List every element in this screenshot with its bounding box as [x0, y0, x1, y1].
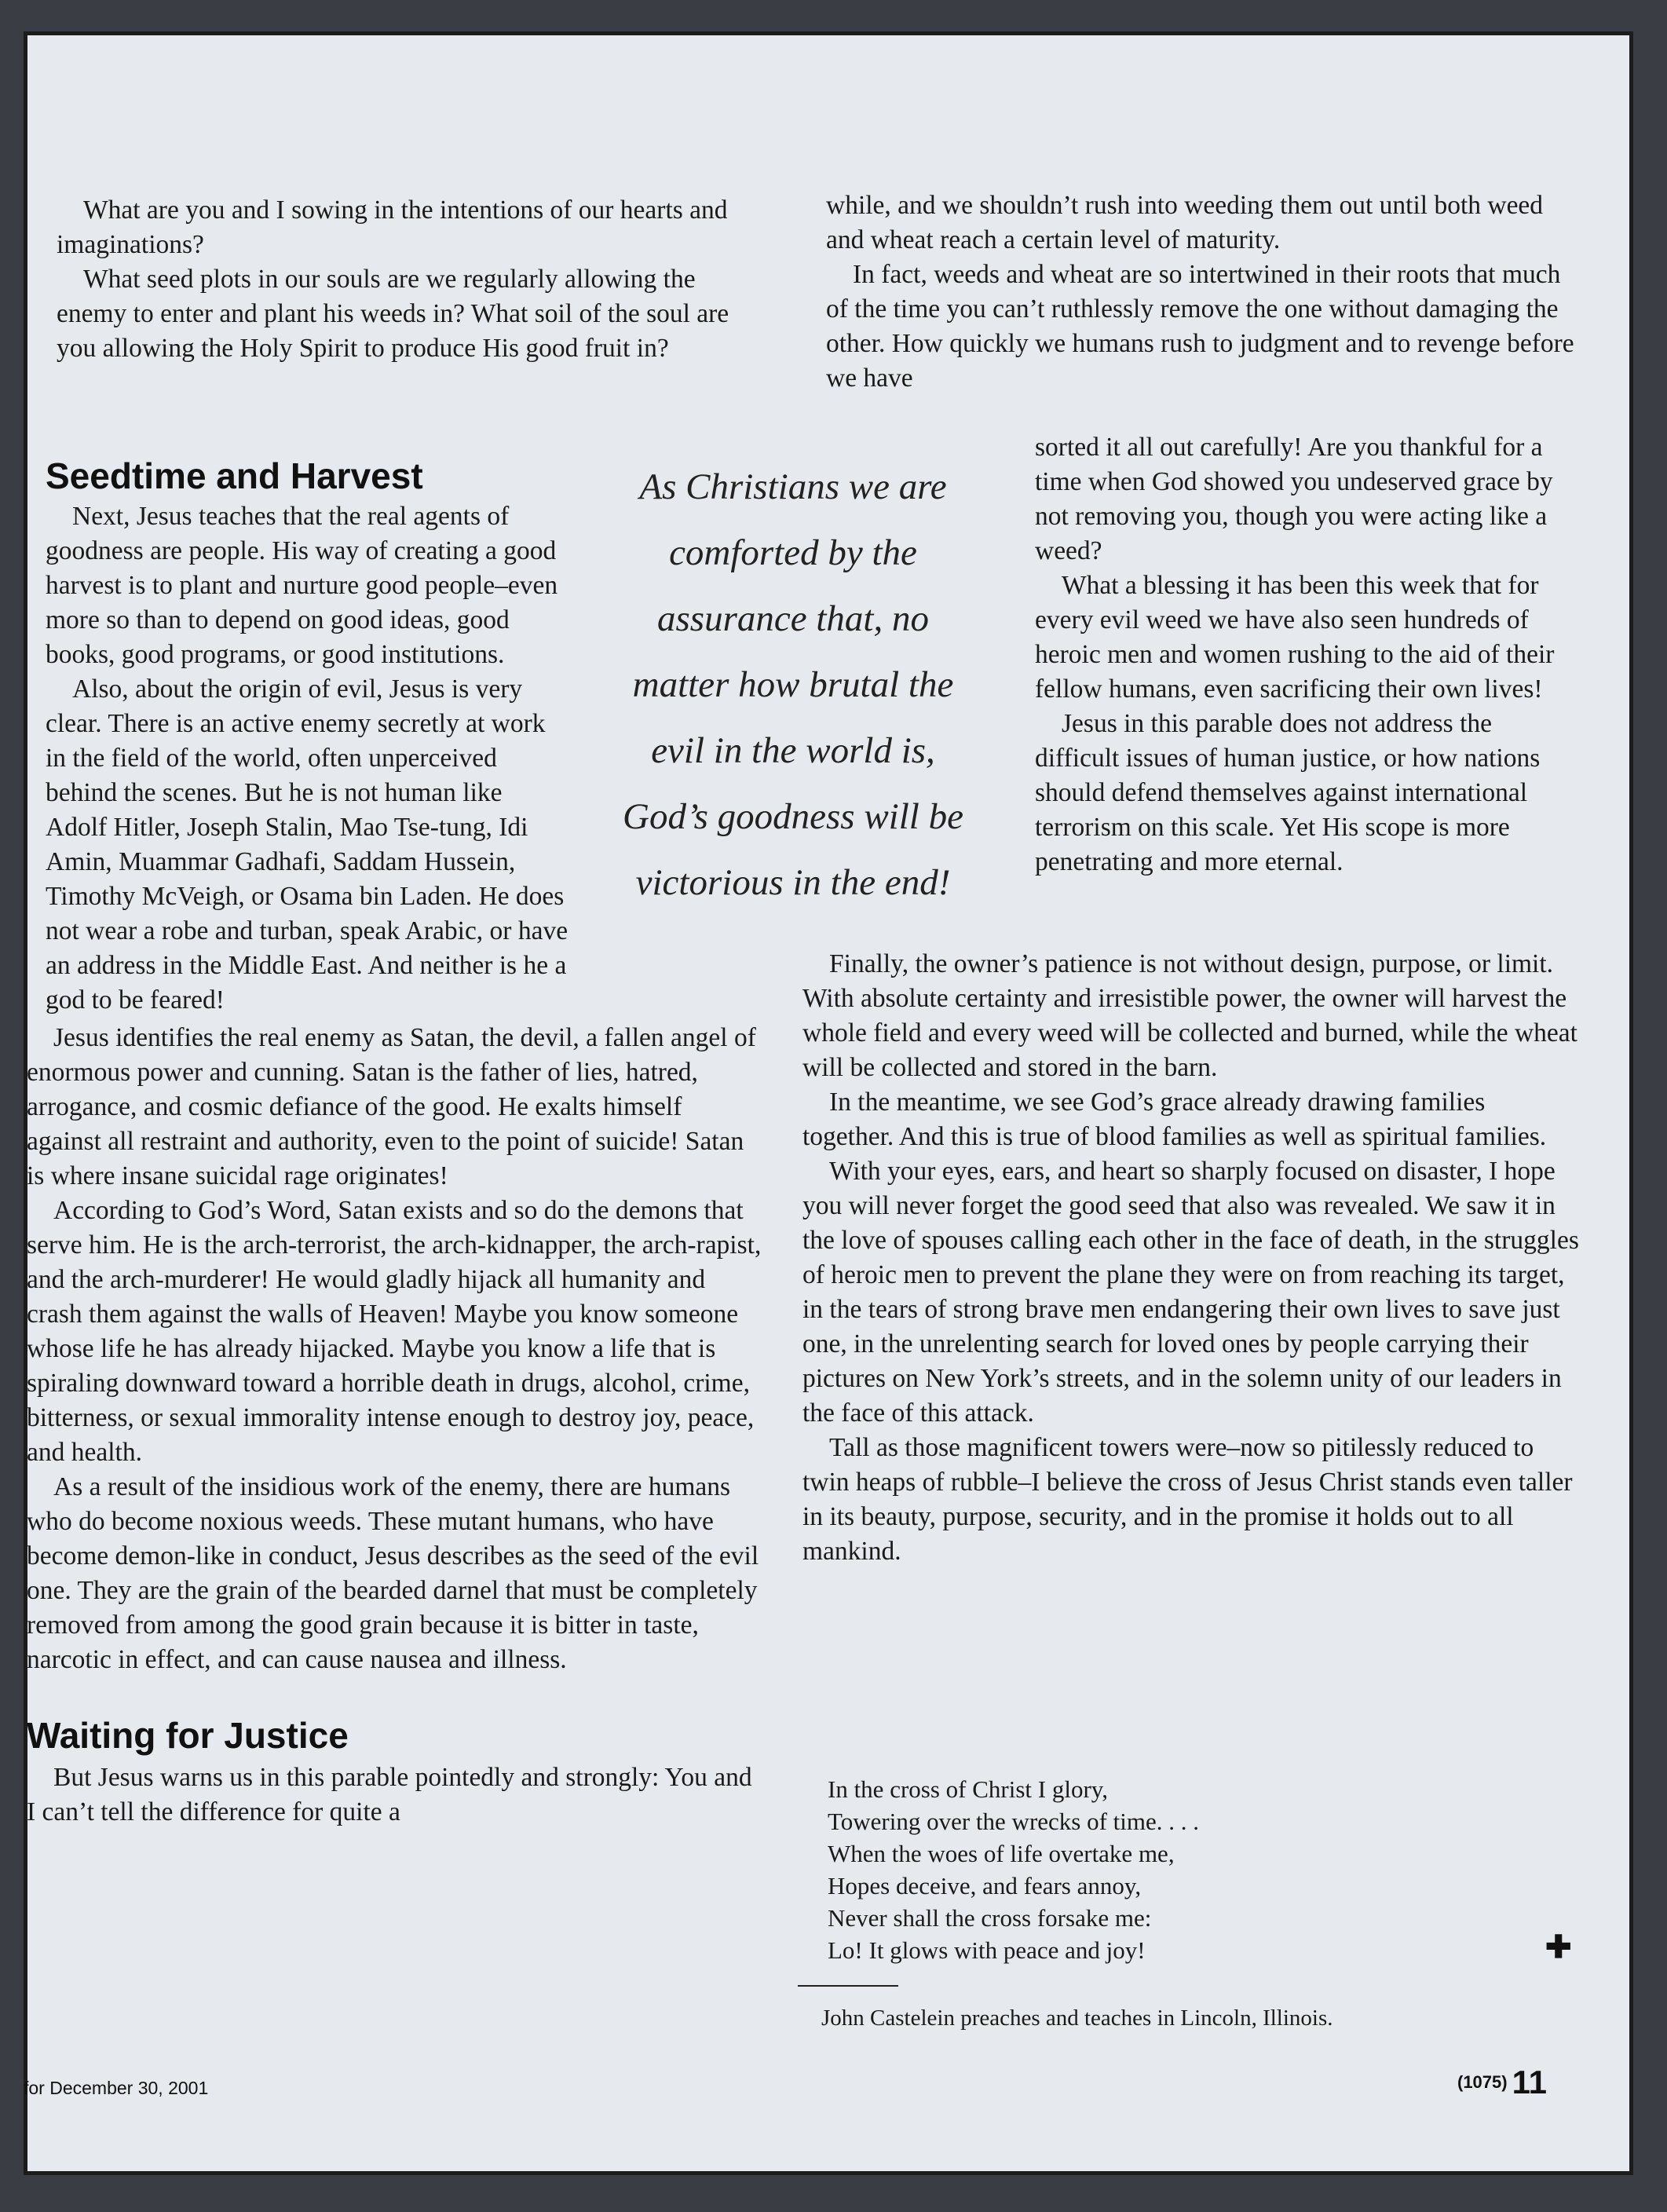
bio-divider: [798, 1985, 898, 1987]
verse-line: Hopes deceive, and fears annoy,: [828, 1872, 1142, 1899]
author-bio: John Castelein preaches and teaches in Lincoln, Illinois.: [821, 2005, 1333, 2031]
pull-quote-line: God’s goodness will be: [623, 796, 963, 837]
body-paragraph: But Jesus warns us in this parable pointedly and strongly: You and I can’t tell the difference for quite a: [27, 1763, 752, 1826]
body-paragraph: According to God’s Word, Satan exists and so do the demons that serve him. He is the arch-terrorist, the arch-kidnapper, the arch-rapist, and the arch-murderer! He would gladly hijack all humanity and crash them against the walls of Heaven! Maybe you know someone whose life he has already hijacked. Maybe you know a life that is spiraling downward toward a horrible death in drugs, alcohol, crime, bitterness, or sexual immorality intense enough to destroy joy, peace, and health.: [27, 1196, 762, 1467]
page-number: 11: [1512, 2064, 1547, 2100]
verse-line: When the woes of life overtake me,: [828, 1840, 1175, 1867]
page-number-block: [1457, 2064, 1547, 2101]
verse-line: Towering over the wrecks of time. . . .: [828, 1808, 1200, 1835]
left-column-narrow: [46, 454, 568, 1018]
body-paragraph: Jesus in this parable does not address the difficult issues of human justice, or how nations should defend themselves against international terrorism on this scale. Yet His scope is more penetrating and more eternal.: [1035, 709, 1541, 876]
body-paragraph: In the meantime, we see God’s grace already drawing families together. And this is true of blood families as well as spiritual families.: [802, 1088, 1547, 1151]
issue-code: (1075): [1457, 2072, 1508, 2092]
intro-paragraph: What are you and I sowing in the intentions of our hearts and imaginations?: [57, 196, 728, 259]
body-paragraph: What a blessing it has been this week that for every evil weed we have also seen hundreds of heroic men and women rushing to the aid of their fellow humans, even sacrificing their own lives!: [1035, 571, 1555, 704]
intro-paragraph: What seed plots in our souls are we regularly allowing the enemy to enter and plant his weeds in? What soil of the soul are you allowing the Holy Spirit to produce His good fruit in?: [57, 265, 729, 363]
pull-quote: [581, 454, 1005, 916]
body-paragraph: As a result of the insidious work of the enemy, there are humans who do become noxious weeds. These mutant humans, who have become demon-like in conduct, Jesus describes as the seed of the evil one. They are the grain of the bearded darnel that must be completely removed from among the good grain because it is bitter in taste, narcotic in effect, and can cause nausea and illness.: [27, 1472, 759, 1674]
verse-line: Never shall the cross forsake me:: [828, 1904, 1152, 1932]
body-paragraph: Tall as those magnificent towers were–now so pitilessly reduced to twin heaps of rubble–I believe the cross of Jesus Christ stands even taller in its beauty, purpose, security, and in the promise it holds out to all mankind.: [802, 1433, 1573, 1566]
right-column-upper: [826, 188, 1580, 396]
end-mark-cross-icon: ✚: [1545, 1929, 1572, 1965]
pull-quote-line: evil in the world is,: [651, 730, 935, 771]
body-paragraph: Finally, the owner’s patience is not without design, purpose, or limit. With absolute certainty and irresistible power, the owner will harvest the whole field and every weed will be collected and burned, while the wheat will be collected and stored in the barn.: [802, 949, 1577, 1082]
pull-quote-line: victorious in the end!: [635, 862, 951, 903]
verse-line: In the cross of Christ I glory,: [828, 1775, 1109, 1803]
body-paragraph: With your eyes, ears, and heart so sharply focused on disaster, I hope you will never forget the good seed that also was revealed. We saw it in the love of spouses calling each other in the face of death, in the struggles of heroic men to prevent the plane they were on from reaching its target, in the tears of strong brave men endangering their own lives to save just one, in the unrelenting search for loved ones by people carrying their pictures on New York’s streets, and in the solemn unity of our leaders in the face of this attack.: [802, 1157, 1579, 1428]
body-paragraph: In fact, weeds and wheat are so intertwined in their roots that much of the time you can’t ruthlessly remove the one without damaging the other. How quickly we humans rush to judgment and to revenge before we have: [826, 260, 1574, 393]
right-column-lower: [802, 947, 1581, 1569]
left-column-upper: [57, 193, 763, 366]
pull-quote-line: matter how brutal the: [632, 664, 954, 705]
body-paragraph: Also, about the origin of evil, Jesus is very clear. There is an active enemy secretly at work in the field of the world, often unperceived behind the scenes. But he is not human like Adolf Hitler, Joseph Stalin, Mao Tse-tung, Idi Amin, Muammar Gadhafi, Saddam Hussein, Timothy McVeigh, or Osama bin Laden. He does not wear a robe and turban, speak Arabic, or have an address in the Middle East. And neither is he a god to be feared!: [46, 675, 568, 1015]
body-paragraph: sorted it all out carefully! Are you thankful for a time when God showed you undeserved grace by not removing you, though you were acting like a weed?: [1035, 433, 1553, 565]
section-heading-seedtime: Seedtime and Harvest: [46, 455, 423, 496]
body-paragraph: Next, Jesus teaches that the real agents of goodness are people. His way of creating a good harvest is to plant and nurture good people–even more so than to depend on good ideas, good books, good programs, or good institutions.: [46, 502, 558, 669]
pull-quote-line: assurance that, no: [657, 598, 929, 639]
body-paragraph: Jesus identifies the real enemy as Satan, the devil, a fallen angel of enormous power and cunning. Satan is the father of lies, hatred, arrogance, and cosmic defiance of the good. He exalts himself against all restraint and authority, even to the point of suicide! Satan is where insane suicidal rage originates!: [27, 1023, 756, 1190]
body-paragraph: while, and we shouldn’t rush into weeding them out until both weed and wheat reach a certain level of maturity.: [826, 191, 1544, 254]
issue-date: for December 30, 2001: [24, 2078, 209, 2098]
right-column-narrow: [1035, 430, 1581, 879]
pull-quote-line: As Christians we are: [639, 466, 947, 507]
hymn-verse: [828, 1773, 1377, 1966]
left-column-lower: [27, 1021, 762, 1830]
section-heading-waiting: Waiting for Justice: [27, 1715, 349, 1756]
verse-line: Lo! It glows with peace and joy!: [828, 1936, 1146, 1964]
pull-quote-line: comforted by the: [669, 532, 917, 573]
